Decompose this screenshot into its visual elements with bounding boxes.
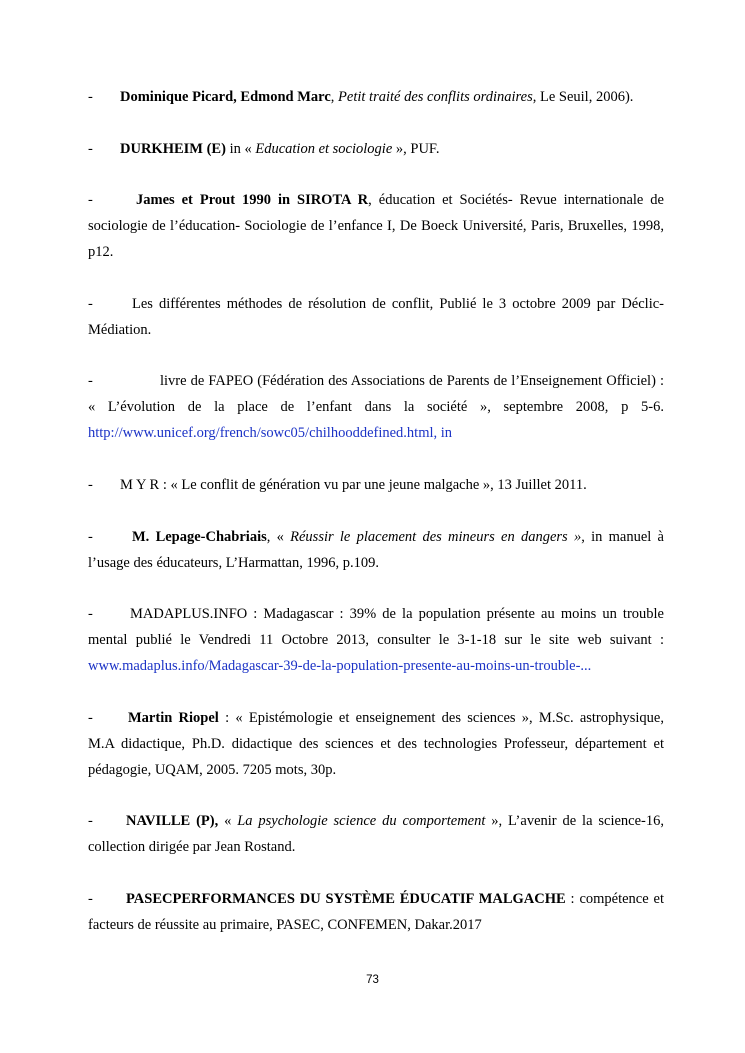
reference-title: La psychologie science du comportement [237,813,486,829]
reference-text: : compétence et facteurs de réussite au primaire, PASEC, CONFEMEN, Dakar.2017 [88,891,665,933]
reference-text: », L’avenir de la science-16, collection dirigée par Jean Rostand. [88,813,665,855]
bullet-dash: - [88,192,93,208]
reference-author: NAVILLE (P), [126,813,219,829]
bullet-dash: - [88,477,93,493]
reference-entry [88,886,664,938]
page-number: 73 [366,974,379,986]
reference-text: , Le Seuil, 2006). [532,89,634,105]
bullet-dash: - [88,606,93,622]
bullet-dash: - [88,89,93,105]
reference-text: : « Epistémologie et enseignement des sciences », M.Sc. astrophysique, M.A didactique, Ph.D. didactique des sciences et des technologies Professeur, département et pédagogie, UQAM, 2005. 7205 mots, 30p. [88,710,664,778]
bullet-dash: - [88,373,93,389]
reference-text: , [330,89,339,105]
reference-text: », PUF. [392,141,440,157]
bullet-dash: - [88,529,93,545]
bullet-dash: - [88,813,93,829]
reference-author: DURKHEIM (E) [120,141,226,157]
reference-entry [88,601,664,679]
bullet-dash: - [88,710,93,726]
reference-entry [88,368,664,446]
reference-title: Réussir le placement des mineurs en dangers » [290,529,582,545]
reference-entry [88,472,664,498]
reference-text: M Y R : « Le conflit de génération vu par une jeune malgache », 13 Juillet 2011. [120,477,587,493]
reference-text: , éducation et Sociétés- Revue internationale de sociologie de l’éducation- Sociologie de l’enfance I, De Boeck Université, Paris, Bruxelles, 1998, p12. [88,192,664,260]
reference-text: in « [225,141,256,157]
reference-text: , in manuel à l’usage des éducateurs, L’Harmattan, 1996, p.109. [88,529,664,571]
reference-author: PASECPERFORMANCES DU SYSTÈME ÉDUCATIF MALGACHE [126,891,566,907]
reference-author: James et Prout 1990 in SIROTA R [136,192,369,208]
bullet-dash: - [88,891,93,907]
reference-entry [88,84,664,110]
reference-entry [88,808,664,860]
reference-entry [88,136,664,162]
bullet-dash: - [88,296,93,312]
reference-link[interactable]: www.madaplus.info/Madagascar-39-de-la-population-presente-au-moins-un-trouble-... [88,658,592,674]
reference-title: Petit traité des conflits ordinaires [338,89,533,105]
reference-author: M. Lepage-Chabriais [132,529,267,545]
reference-text: « [218,813,238,829]
reference-text: MADAPLUS.INFO : Madagascar : 39% de la population présente au moins un trouble mental publié le Vendredi 11 Octobre 2013, consulter le 3-1-18 sur le site web suivant : [88,606,664,648]
bullet-dash: - [88,141,93,157]
reference-text: livre de FAPEO (Fédération des Associations de Parents de l’Enseignement Officiel) : « L’évolution de la place de l’enfant dans la société », septembre 2008, p 5-6. [88,373,664,415]
reference-text: , « [266,529,291,545]
reference-link[interactable]: http://www.unicef.org/french/sowc05/chilhooddefined.html, in [88,425,453,441]
reference-entry [88,705,664,783]
reference-author: Dominique Picard, Edmond Marc [120,89,331,105]
reference-entry [88,524,664,576]
reference-entry [88,291,664,343]
reference-title: Education et sociologie [255,141,393,157]
reference-entry [88,187,664,265]
reference-text: Les différentes méthodes de résolution de conflit, Publié le 3 octobre 2009 par Déclic-Médiation. [88,296,664,338]
reference-author: Martin Riopel [128,710,219,726]
